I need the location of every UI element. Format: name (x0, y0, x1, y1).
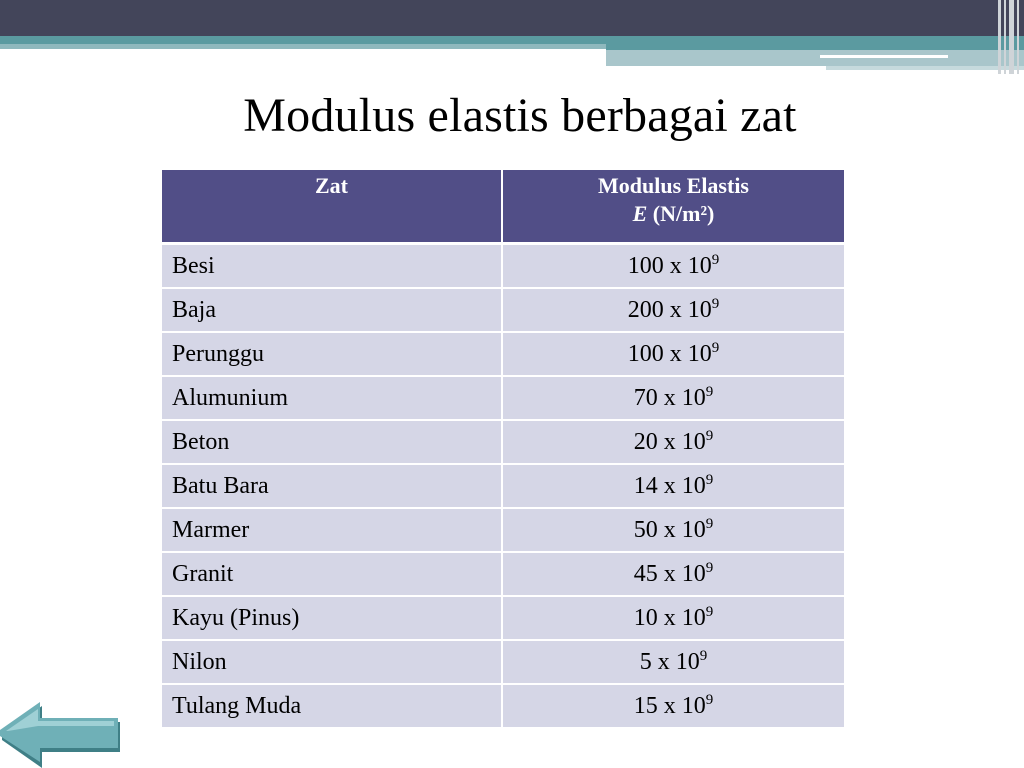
table-row (162, 464, 844, 508)
table-row (162, 552, 844, 596)
table-row (162, 244, 844, 289)
modulus-exponent: 9 (705, 559, 714, 576)
cell-zat: Tulang Muda (162, 684, 502, 728)
cell-zat: Batu Bara (162, 464, 502, 508)
modulus-exponent: 9 (705, 427, 714, 444)
table-row (162, 420, 844, 464)
header-modulus-unit: (N/m²) (652, 201, 715, 226)
cell-zat: Perunggu (162, 332, 502, 376)
modulus-value: 20 x 10 (633, 428, 706, 455)
cell-zat: Besi (162, 244, 502, 289)
modulus-value: 100 x 10 (627, 252, 712, 279)
modulus-value: 70 x 10 (633, 384, 706, 411)
modulus-exponent: 9 (705, 691, 714, 708)
modulus-exponent: 9 (705, 471, 714, 488)
cell-modulus (502, 552, 844, 596)
modulus-value: 14 x 10 (633, 472, 706, 499)
modulus-value: 200 x 10 (627, 296, 712, 323)
modulus-value: 10 x 10 (633, 604, 706, 631)
elastic-modulus-table (162, 170, 844, 729)
table-row (162, 376, 844, 420)
header-modulus-label: Modulus Elastis (598, 173, 749, 198)
modulus-value: 45 x 10 (633, 560, 706, 587)
header-modulus-symbol: E (632, 201, 648, 226)
header-decoration-highlight (820, 55, 948, 58)
cell-modulus (502, 596, 844, 640)
modulus-value: 5 x 10 (639, 648, 700, 675)
modulus-exponent: 9 (711, 339, 720, 356)
header-modulus (502, 170, 844, 244)
cell-modulus (502, 244, 844, 289)
header-accent-line (0, 36, 1024, 44)
cell-modulus (502, 640, 844, 684)
header-decoration-lighter (826, 66, 1024, 70)
table-header-row (162, 170, 844, 244)
modulus-value: 15 x 10 (633, 692, 706, 719)
cell-modulus (502, 684, 844, 728)
table-row (162, 508, 844, 552)
header-accent-line-light (0, 44, 606, 49)
cell-zat: Marmer (162, 508, 502, 552)
table-row (162, 640, 844, 684)
header-zat: Zat (162, 170, 502, 244)
table-row (162, 684, 844, 728)
modulus-value: 100 x 10 (627, 340, 712, 367)
modulus-exponent: 9 (705, 383, 714, 400)
modulus-exponent: 9 (711, 295, 720, 312)
slide-title: Modulus elastis berbagai zat (243, 89, 797, 142)
left-arrow-icon[interactable] (0, 700, 124, 768)
modulus-exponent: 9 (705, 515, 714, 532)
header-vertical-bars (996, 0, 1024, 74)
cell-modulus (502, 464, 844, 508)
header-decoration-light (606, 50, 1024, 66)
cell-zat: Beton (162, 420, 502, 464)
cell-zat: Granit (162, 552, 502, 596)
cell-zat: Alumunium (162, 376, 502, 420)
table-body (162, 244, 844, 729)
cell-modulus (502, 332, 844, 376)
cell-modulus (502, 376, 844, 420)
cell-modulus (502, 508, 844, 552)
table-row (162, 332, 844, 376)
cell-modulus (502, 420, 844, 464)
modulus-exponent: 9 (711, 251, 720, 268)
cell-zat: Kayu (Pinus) (162, 596, 502, 640)
modulus-exponent: 9 (705, 603, 714, 620)
table-row (162, 288, 844, 332)
cell-zat: Nilon (162, 640, 502, 684)
top-header-band (0, 0, 1024, 36)
table-row (162, 596, 844, 640)
cell-zat: Baja (162, 288, 502, 332)
modulus-exponent: 9 (699, 647, 708, 664)
cell-modulus (502, 288, 844, 332)
modulus-value: 50 x 10 (633, 516, 706, 543)
